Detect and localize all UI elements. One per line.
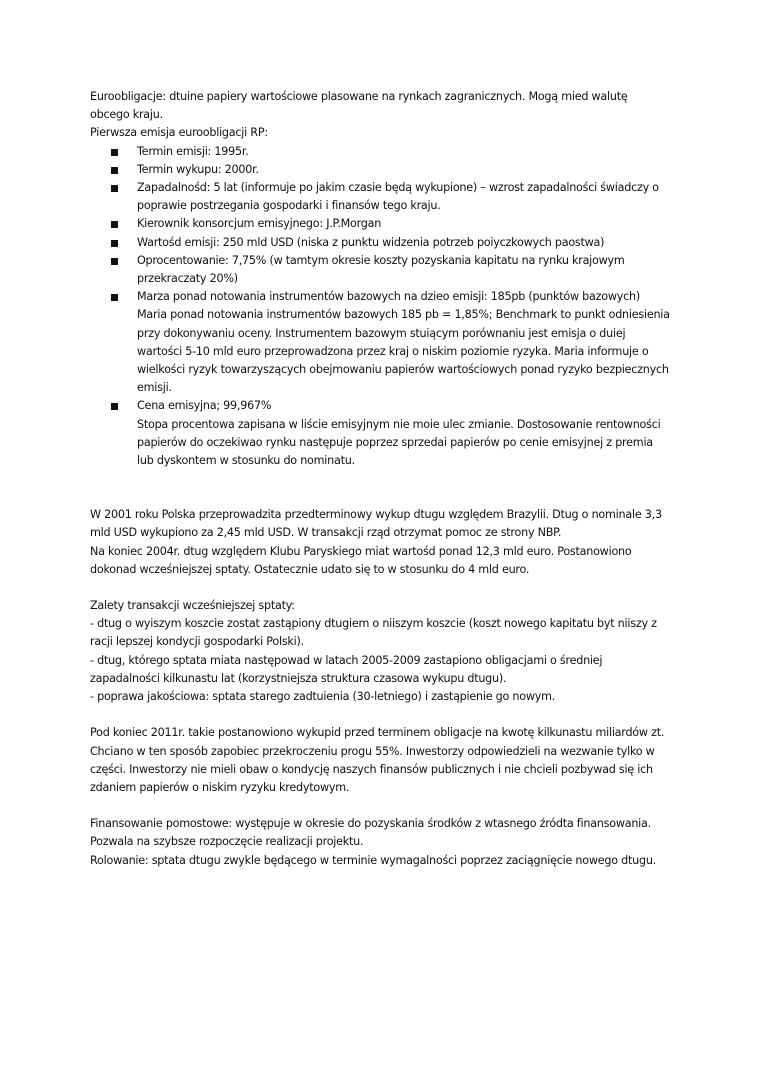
document-page [90, 88, 670, 870]
buyback-2011-paragraph: Pod koniec 2011r. takie postanowiono wykupid przed terminem obligacje na kwotę kilkunastu miliardów zt. Chciano w ten sposób zapobiec przekroczeniu progu 55%. Inwestorzy odpowiedzieli na wezwanie tylko w części. Inwestorzy nie mieli obaw o kondycję naszych finansów publicznych i nie chcieli pozbywad się ich zdaniem papierów o niskim ryzyku kredytowym. [90, 726, 665, 794]
list-item: Cena emisyjna; 99,967% Stopa procentowa zapisana w liście emisyjnym nie moie ulec zmianie. Dostosowanie rentowności papierów do oczekiwao rynku następuje poprzez sprzedai papierów po cenie emisyjnej z premia lub dyskontem w stosunku do nominatu. [137, 397, 670, 470]
list-item: Zapadalnośd: 5 lat (informuje po jakim czasie będą wykupione) – wzrost zapadalności świadczy o poprawie postrzegania gospodarki i finansów tego kraju. [137, 179, 670, 215]
buyback-2011-section [90, 724, 670, 797]
eurobonds-section [90, 88, 670, 470]
first-issue-heading: Pierwsza emisja euroobligacji RP: [90, 126, 268, 140]
rollover-paragraph: Rolowanie: sptata dtugu zwykle będącego w terminie wymagalności poprzez zaciągnięcie nowego dtugu. [90, 853, 656, 867]
list-item: Kierownik konsorcjum emisyjnego: J.P.Morgan [137, 215, 670, 233]
square-bullet-icon [111, 403, 118, 410]
advantages-section [90, 597, 670, 706]
eurobonds-definition: Euroobligacje: dtuine papiery wartościowe plasowane na rynkach zagranicznych. Mogą mied walutę obcego kraju. [90, 90, 628, 122]
brazil-buyback-paragraph: W 2001 roku Polska przeprowadzita przedterminowy wykup dtugu względem Brazylii. Dtug o nominale 3,3 mld USD wykupiono za 2,45 mld USD. W transakcji rząd otrzymat pomoc ze strony NBP. [90, 508, 662, 540]
advantages-heading: Zalety transakcji wcześniejszej sptaty: [90, 599, 295, 613]
list-item: Termin wykupu: 2000r. [137, 161, 670, 179]
list-item: Marza ponad notowania instrumentów bazowych na dzieo emisji: 185pb (punktów bazowych) Maria ponad notowania instrumentów bazowych 185 pb = 1,85%; Benchmark to punkt odniesienia przy dokonywaniu oceny. Instrumentem bazowym stuiącym porównaniu jest emisja o duiej wartości 5-10 mld euro przeprowadzona przez kraj o niskim poziomie ryzyka. Maria informuje o wielkości ryzyk towarzyszących obejmowaniu papierów wartościowych ponad ryzyko bezpiecznych emisji. [137, 288, 670, 397]
bridge-financing-paragraph: Finansowanie pomostowe: występuje w okresie do pozyskania środków z wtasnego źródta finansowania. Pozwala na szybsze rozpoczęcie realizacji projektu. [90, 817, 651, 849]
square-bullet-icon [111, 294, 118, 301]
advantage-item: - dtug o wyiszym koszcie zostat zastąpiony dtugiem o niiszym koszcie (koszt nowego kapitatu byt niiszy z racji lepszej kondycji gospodarki Polski). [90, 617, 657, 649]
advantage-item: - dtug, którego sptata miata następowad w latach 2005-2009 zastapiono obligacjami o średniej zapadalności kilkunastu lat (korzystniejsza struktura czasowa wykupu dtugu). [90, 653, 603, 685]
list-item: Termin emisji: 1995r. [137, 143, 670, 161]
square-bullet-icon [111, 149, 118, 156]
square-bullet-icon [111, 167, 118, 174]
paris-club-paragraph: Na koniec 2004r. dtug względem Klubu Paryskiego miat wartośd ponad 12,3 mld euro. Postanowiono dokonad wcześniejszej sptaty. Ostatecznie udato się to w stosunku do 4 mld euro. [90, 544, 632, 576]
square-bullet-icon [111, 258, 118, 265]
square-bullet-icon [111, 185, 118, 192]
definitions-section [90, 815, 670, 870]
advantage-item: - poprawa jakościowa: sptata starego zadtuienia (30-letniego) i zastąpienie go nowym. [90, 690, 556, 704]
square-bullet-icon [111, 240, 118, 247]
issue-price-note: Stopa procentowa zapisana w liście emisyjnym nie moie ulec zmianie. Dostosowanie rentowności papierów do oczekiwao rynku następuje poprzez sprzedai papierów po cenie emisyjnej z premia lub dyskontem w stosunku do nominatu. [137, 417, 661, 468]
square-bullet-icon [111, 221, 118, 228]
list-item: Oprocentowanie: 7,75% (w tamtym okresie koszty pozyskania kapitatu na rynku krajowym przekraczaty 20%) [137, 252, 670, 288]
issue-details-list [90, 143, 670, 471]
early-buyback-section [90, 506, 670, 579]
list-item: Wartośd emisji: 250 mld USD (niska z punktu widzenia potrzeb poiyczkowych paostwa) [137, 234, 670, 252]
